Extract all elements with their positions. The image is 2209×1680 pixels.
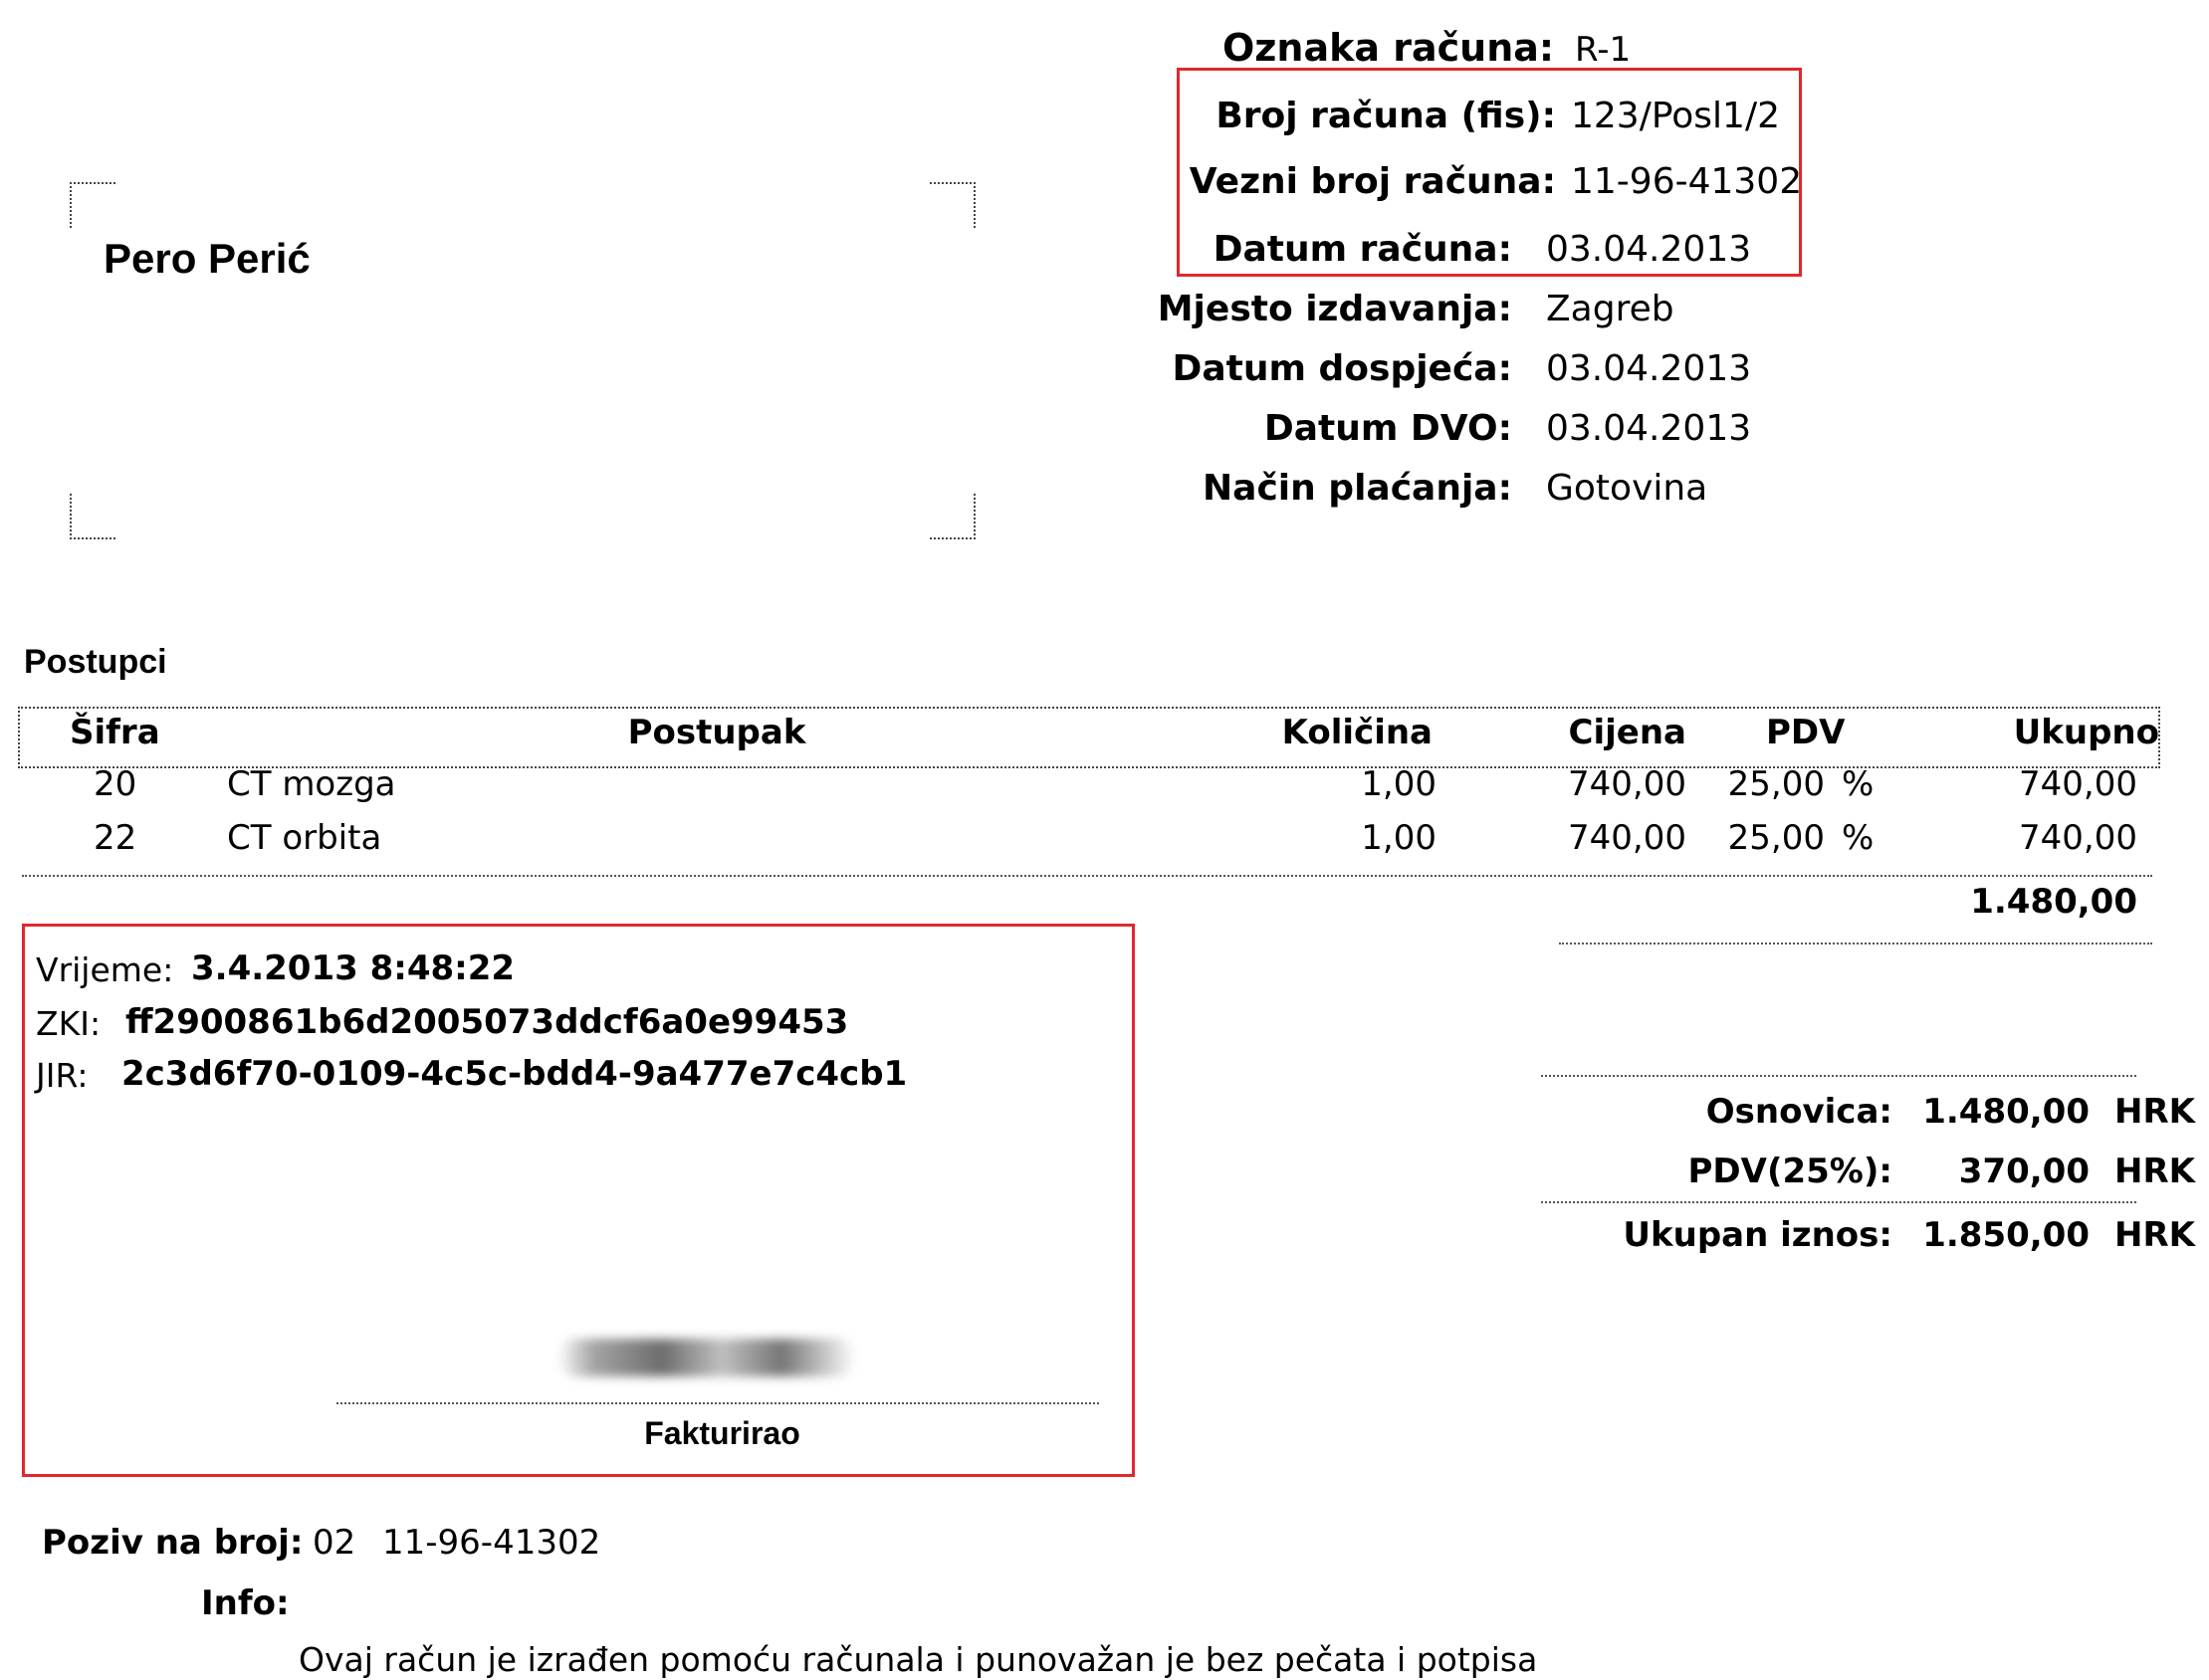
info-label: Info:	[201, 1583, 290, 1623]
row-code: 20	[94, 764, 137, 804]
base-amount-value: 1.480,00	[1922, 1092, 2090, 1132]
col-price-header: Cijena	[1568, 713, 1686, 752]
base-amount-currency: HRK	[2114, 1092, 2195, 1132]
row-quantity: 1,00	[1361, 764, 1436, 804]
col-total-header: Ukupno	[2013, 713, 2159, 752]
signature-image	[557, 1339, 856, 1376]
info-text: Ovaj račun je izrađen pomoću računala i punovažan je bez pečata i potpisa	[299, 1640, 1538, 1679]
base-amount-label: Osnovica:	[1705, 1092, 1892, 1132]
col-code-header: Šifra	[70, 713, 160, 752]
table-subtotal: 1.480,00	[1970, 882, 2137, 922]
delivery-date-value: 03.04.2013	[1546, 408, 1752, 449]
col-quantity-header: Količina	[1281, 713, 1433, 752]
payment-method-label: Način plaćanja:	[1203, 468, 1512, 509]
vat-amount-label: PDV(25%):	[1687, 1152, 1892, 1191]
customer-name: Pero Perić	[104, 235, 311, 282]
totals-divider	[1541, 1201, 2136, 1203]
vat-amount-currency: HRK	[2114, 1152, 2195, 1191]
issue-place-label: Mjesto izdavanja:	[1157, 289, 1512, 329]
row-total: 740,00	[2019, 818, 2137, 858]
fiscal-number-value: 123/Posl1/2	[1571, 96, 1780, 136]
row-quantity: 1,00	[1361, 818, 1436, 858]
totals-top-divider	[1541, 1075, 2136, 1077]
row-code: 22	[94, 818, 137, 858]
invoice-date-label: Datum računa:	[1213, 229, 1512, 270]
signed-by-label: Fakturirao	[644, 1415, 800, 1451]
total-amount-label: Ukupan iznos:	[1623, 1215, 1892, 1255]
frame-corner-bottom-left	[70, 494, 115, 539]
col-vat-header: PDV	[1766, 713, 1846, 752]
row-price: 740,00	[1568, 764, 1686, 804]
zki-value: ff2900861b6d2005073ddcf6a0e99453	[125, 1002, 849, 1042]
payment-reference-number: 11-96-41302	[382, 1523, 601, 1563]
row-procedure: CT orbita	[227, 818, 382, 858]
invoice-date-value: 03.04.2013	[1546, 229, 1752, 270]
linked-number-label: Vezni broj računa:	[1189, 161, 1556, 202]
signature-line	[336, 1402, 1099, 1404]
linked-number-value: 11-96-41302	[1571, 161, 1803, 202]
fiscal-time-value: 3.4.2013 8:48:22	[191, 948, 516, 988]
row-price: 740,00	[1568, 818, 1686, 858]
row-vat: 25,00	[1727, 818, 1825, 858]
fiscal-time-label: Vrijeme:	[36, 950, 174, 989]
payment-reference-label: Poziv na broj:	[42, 1523, 304, 1563]
row-vat-unit: %	[1842, 818, 1875, 858]
section-title: Postupci	[24, 643, 167, 681]
jir-value: 2c3d6f70-0109-4c5c-bdd4-9a477e7c4cb1	[121, 1054, 908, 1094]
vat-amount-value: 370,00	[1958, 1152, 2090, 1191]
row-total: 740,00	[2019, 764, 2137, 804]
payment-reference-model: 02	[313, 1523, 356, 1563]
payment-method-value: Gotovina	[1546, 468, 1708, 509]
zki-label: ZKI:	[36, 1004, 102, 1043]
delivery-date-label: Datum DVO:	[1263, 408, 1512, 449]
row-vat-unit: %	[1842, 764, 1875, 804]
invoice-mark-value: R-1	[1575, 30, 1632, 70]
due-date-label: Datum dospjeća:	[1172, 348, 1512, 389]
frame-corner-top-right	[930, 182, 976, 228]
subtotal-divider	[1559, 943, 2152, 945]
row-procedure: CT mozga	[227, 764, 396, 804]
frame-corner-bottom-right	[930, 494, 976, 539]
jir-label: JIR:	[36, 1056, 89, 1095]
frame-corner-top-left	[70, 182, 115, 228]
issue-place-value: Zagreb	[1546, 289, 1674, 329]
col-procedure-header: Postupak	[627, 713, 806, 752]
invoice-mark-label: Oznaka računa:	[1222, 26, 1555, 70]
row-vat: 25,00	[1727, 764, 1825, 804]
total-amount-currency: HRK	[2114, 1215, 2195, 1255]
fiscal-number-label: Broj računa (fis):	[1215, 96, 1556, 136]
due-date-value: 03.04.2013	[1546, 348, 1752, 389]
table-divider	[22, 875, 2152, 877]
total-amount-value: 1.850,00	[1922, 1215, 2090, 1255]
